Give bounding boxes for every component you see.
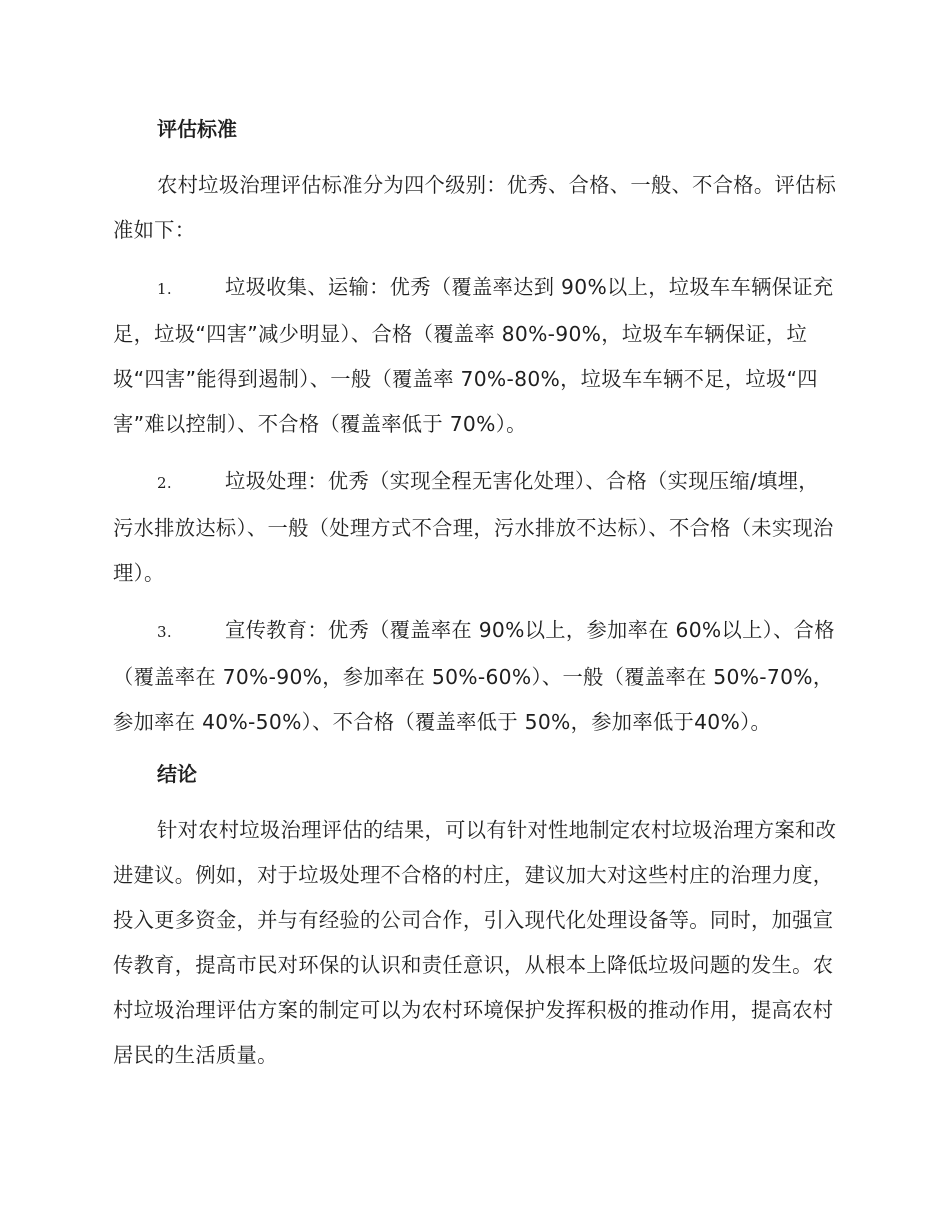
list-item-text: 宣传教育：优秀（覆盖率在 90%以上，参加率在 60%以上）、合格（覆盖率在 70%-90%，参加率在 50%-60%）、一般（覆盖率在 50%-70%，参加率在 40%-50%）、不合格（覆盖率低于 50%，参加率低于40%）。 [113, 618, 835, 734]
list-item-text: 垃圾收集、运输：优秀（覆盖率达到 90%以上，垃圾车车辆保证充足，垃圾“四害”减少明显）、合格（覆盖率 80%-90%，垃圾车车辆保证，垃圾“四害”能得到遏制）、一般（覆盖率 70%-80%，垃圾车车辆不足，垃圾“四害”难以控制）、不合格（覆盖率低于 70%）。 [113, 275, 834, 436]
list-number: 1. [157, 280, 172, 298]
list-number: 2. [157, 474, 172, 492]
list-item-education [113, 608, 837, 745]
conclusion-paragraph: 针对农村垃圾治理评估的结果，可以有针对性地制定农村垃圾治理方案和改进建议。例如，对于垃圾处理不合格的村庄，建议加大对这些村庄的治理力度，投入更多资金，并与有经验的公司合作，引入现代化处理设备等。同时，加强宣传教育，提高市民对环保的认识和责任意识，从根本上降低垃圾问题的发生。农村垃圾治理评估方案的制定可以为农村环境保护发挥积极的推动作用，提高农村居民的生活质量。 [113, 818, 837, 1067]
list-item-treatment [113, 459, 837, 596]
section-heading-conclusion: 结论 [157, 762, 197, 786]
list-number: 3. [157, 623, 172, 641]
list-item-text: 垃圾处理：优秀（实现全程无害化处理）、合格（实现压缩/填埋，污水排放达标）、一般（处理方式不合理，污水排放不达标）、不合格（未实现治理）。 [113, 469, 834, 585]
list-item-collection [113, 265, 837, 447]
standard-intro-paragraph: 农村垃圾治理评估标准分为四个级别：优秀、合格、一般、不合格。评估标准如下： [113, 173, 837, 242]
document-content [113, 112, 837, 1078]
section-heading-standard: 评估标准 [157, 117, 237, 141]
